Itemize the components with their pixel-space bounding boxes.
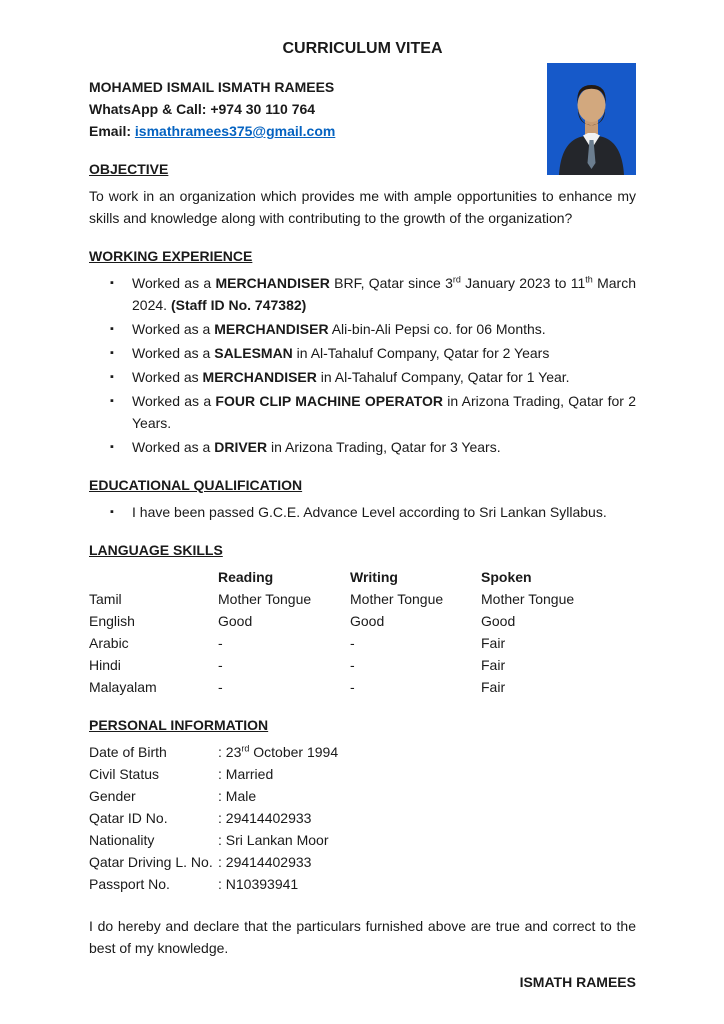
education-section xyxy=(89,474,636,523)
personal-info-value xyxy=(218,785,636,807)
experience-item xyxy=(89,390,636,434)
phone-number: +974 30 110 764 xyxy=(210,101,316,117)
language-column-header: Spoken xyxy=(481,569,532,585)
text-segment: in Arizona Trading, Qatar for 3 Years. xyxy=(267,439,501,455)
language-column-header xyxy=(89,566,218,588)
language-skill-level: - xyxy=(218,679,223,695)
language-skill-level: Fair xyxy=(481,635,506,651)
language-skill-level: Fair xyxy=(481,679,506,695)
text-segment: : Married xyxy=(218,766,274,782)
education-item xyxy=(89,501,636,523)
text-segment: in Arizona Trading, Qatar for 2 Years. xyxy=(132,393,636,431)
text-segment: I have been passed G.C.E. Advance Level according to Sri Lankan Syllabus. xyxy=(132,504,607,520)
text-segment: January 2023 to 11 xyxy=(460,275,586,291)
personal-info-row xyxy=(89,741,636,763)
text-segment: October 1994 xyxy=(249,744,339,760)
text-segment: March 2024. xyxy=(132,275,636,313)
language-row xyxy=(89,676,636,698)
text-segment: MERCHANDISER xyxy=(202,369,317,385)
text-segment: MERCHANDISER xyxy=(215,275,330,291)
text-segment: in Al-Tahaluf Company, Qatar for 2 Years xyxy=(292,345,550,361)
personal-info-row xyxy=(89,829,636,851)
education-list xyxy=(89,501,636,523)
superscript-text: rd xyxy=(452,274,461,285)
text-segment: : Male xyxy=(218,788,257,804)
email-link[interactable]: ismathramees375@gmail.com xyxy=(134,123,336,139)
phone-label: WhatsApp & Call: xyxy=(89,101,211,117)
language-name: Tamil xyxy=(89,591,122,607)
text-segment: in Al-Tahaluf Company, Qatar for 1 Year. xyxy=(316,369,570,385)
personal-info-value xyxy=(218,741,636,763)
text-segment: Worked as a xyxy=(132,345,215,361)
language-skill-level: - xyxy=(350,679,355,695)
text-segment: Worked as a xyxy=(132,321,215,337)
language-table-body xyxy=(89,588,636,698)
text-segment: BRF, Qatar since 3 xyxy=(329,275,453,291)
experience-item xyxy=(89,272,636,316)
personal-info-row xyxy=(89,785,636,807)
language-name: Malayalam xyxy=(89,679,157,695)
personal-info-label: Civil Status xyxy=(89,766,160,782)
text-segment: : N10393941 xyxy=(218,876,299,892)
text-segment: Worked as a xyxy=(132,393,216,409)
text-segment: : 29414402933 xyxy=(218,854,312,870)
personal-info-value xyxy=(218,851,636,873)
text-segment: Worked as a xyxy=(132,275,216,291)
text-segment: : 29414402933 xyxy=(218,810,312,826)
text-segment: DRIVER xyxy=(214,439,268,455)
personal-info-label: Gender xyxy=(89,788,136,804)
language-skill-level: - xyxy=(218,635,223,651)
experience-heading: WORKING EXPERIENCE xyxy=(89,248,253,264)
experience-item xyxy=(89,436,636,458)
language-table-header-row xyxy=(89,566,636,588)
personal-info-section xyxy=(89,714,636,895)
personal-info-label: Nationality xyxy=(89,832,155,848)
candidate-name: MOHAMED ISMAIL ISMATH RAMEES xyxy=(89,79,335,95)
language-skills-section xyxy=(89,539,636,698)
personal-info-label: Date of Birth xyxy=(89,744,167,760)
language-skills-table xyxy=(89,566,636,698)
experience-section xyxy=(89,245,636,458)
language-skill-level: Mother Tongue xyxy=(481,591,575,607)
language-name: English xyxy=(89,613,135,629)
text-segment: (Staff ID No. 747382) xyxy=(170,297,307,313)
personal-info-rows xyxy=(89,741,636,895)
language-skill-level: Good xyxy=(350,613,385,629)
superscript-text: rd xyxy=(241,743,250,754)
personal-info-value xyxy=(218,763,636,785)
language-row xyxy=(89,610,636,632)
personal-info-row xyxy=(89,851,636,873)
language-row xyxy=(89,632,636,654)
text-segment: MERCHANDISER xyxy=(214,321,329,337)
language-column-header: Writing xyxy=(350,569,398,585)
personal-info-heading: PERSONAL INFORMATION xyxy=(89,717,269,733)
language-skill-level: - xyxy=(218,657,223,673)
personal-info-label: Qatar ID No. xyxy=(89,810,168,826)
language-skill-level: Good xyxy=(218,613,253,629)
language-column-header: Reading xyxy=(218,569,274,585)
text-segment: : Sri Lankan Moor xyxy=(218,832,329,848)
experience-list xyxy=(89,272,636,458)
language-skill-level: Mother Tongue xyxy=(350,591,444,607)
personal-info-row xyxy=(89,807,636,829)
objective-heading: OBJECTIVE xyxy=(89,161,169,177)
experience-item xyxy=(89,318,636,340)
language-skill-level: Fair xyxy=(481,657,506,673)
text-segment: Ali-bin-Ali Pepsi co. for 06 Months. xyxy=(328,321,546,337)
objective-text: To work in an organization which provides me with ample opportunities to enhance my skills and knowledge along with contributing to the growth of the organization? xyxy=(89,188,636,226)
language-skill-level: - xyxy=(350,635,355,651)
personal-info-label: Qatar Driving L. No. xyxy=(89,854,213,870)
personal-info-value xyxy=(218,829,636,851)
signature-name: ISMATH RAMEES xyxy=(519,974,636,990)
personal-info-value xyxy=(218,807,636,829)
email-label: Email: xyxy=(89,123,135,139)
personal-info-row xyxy=(89,873,636,895)
language-skill-level: - xyxy=(350,657,355,673)
education-heading: EDUCATIONAL QUALIFICATION xyxy=(89,477,303,493)
document-title: CURRICULUM VITEA xyxy=(282,40,443,57)
superscript-text: th xyxy=(585,274,593,285)
language-skill-level: Good xyxy=(481,613,516,629)
text-segment: : 23 xyxy=(218,744,242,760)
text-segment: Worked as a xyxy=(132,439,215,455)
language-skills-heading: LANGUAGE SKILLS xyxy=(89,542,223,558)
language-skill-level: Mother Tongue xyxy=(218,591,312,607)
profile-photo-image xyxy=(547,63,636,175)
language-name: Arabic xyxy=(89,635,129,651)
experience-item xyxy=(89,366,636,388)
text-segment: SALESMAN xyxy=(214,345,293,361)
experience-item xyxy=(89,342,636,364)
language-row xyxy=(89,654,636,676)
personal-info-row xyxy=(89,763,636,785)
language-row xyxy=(89,588,636,610)
text-segment: FOUR CLIP MACHINE OPERATOR xyxy=(215,393,443,409)
declaration-text: I do hereby and declare that the particulars furnished above are true and correct to the best of my knowledge. xyxy=(89,918,636,956)
language-name: Hindi xyxy=(89,657,121,673)
personal-info-value xyxy=(218,873,636,895)
text-segment: Worked as xyxy=(132,369,203,385)
profile-photo xyxy=(547,63,636,175)
personal-info-label: Passport No. xyxy=(89,876,170,892)
